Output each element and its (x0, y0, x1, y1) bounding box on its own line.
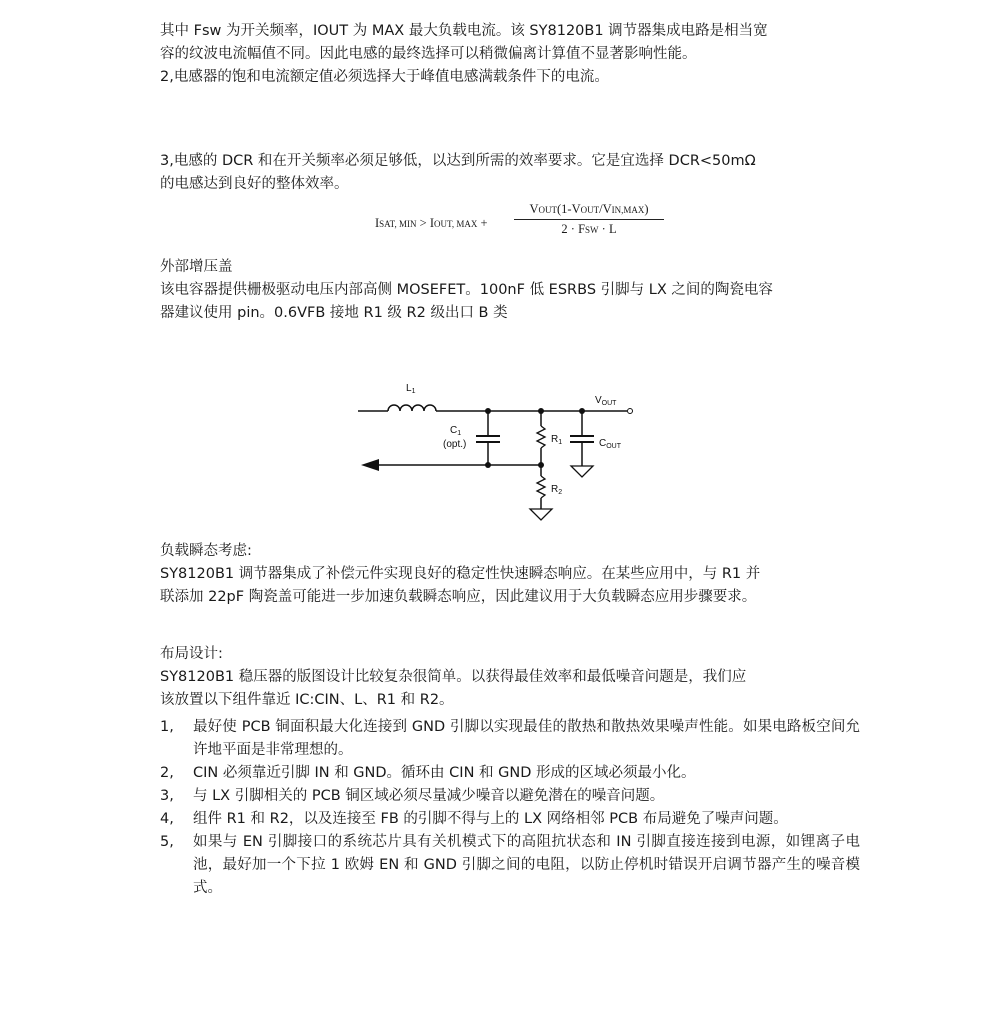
list-number: 1, (160, 719, 174, 735)
list-text: 与 LX 引脚相关的 PCB 铜区域必须尽量减少噪音以避免潜在的噪音问题。 (193, 788, 665, 804)
list-number: 4, (160, 811, 174, 827)
r1-resistor-symbol (537, 426, 545, 448)
section-heading: 外部增压盖 (160, 259, 233, 275)
ground-icon (530, 509, 552, 520)
list-number: 2, (160, 765, 174, 781)
text-line: 的电感达到良好的整体效率。 (160, 176, 349, 192)
list-item (160, 762, 860, 785)
label-cout: $C_{OUT}$ (599, 438, 622, 450)
return-arrow-icon (361, 459, 379, 471)
list-number: 3, (160, 788, 174, 804)
list-text: 如果与 EN 引脚接口的系统芯片具有关机模式下的高阻抗状态和 IN 引脚直接连接到电源，如锂离子电池，最好加一个下拉 1 欧姆 EN 和 GND 引脚之间的电阻，以防止停机时错误开启调节器产生的噪音模式。 (193, 834, 860, 896)
saturation-current-formula (375, 202, 665, 242)
output-terminal (628, 409, 633, 414)
dcr-paragraph (160, 150, 860, 196)
r2-resistor-symbol (537, 476, 545, 498)
load-transient-section (160, 540, 860, 609)
text-line: 其中 Fsw 为开关频率，IOUT 为 MAX 最大负载电流。该 SY8120B1 调节器集成电路是相当宽 (160, 23, 768, 39)
label-vout: $V_{OUT}$ (595, 395, 617, 407)
formula-denominator: 2 · FSW · L (561, 222, 617, 236)
text-line: 该电容器提供栅极驱动电压内部高侧 MOSEFET。100nF 低 ESRBS 引脚与 LX 之间的陶瓷电容 (160, 282, 773, 298)
text-line: 3,电感的 DCR 和在开关频率必须足够低，以达到所需的效率要求。它是宜选择 DCR<50mΩ (160, 153, 756, 169)
label-c1: $C_1$ (450, 425, 462, 437)
list-item (160, 831, 860, 900)
layout-guidelines-list (160, 716, 860, 900)
intro-paragraph (160, 20, 860, 89)
label-c1-opt: (opt.) (443, 439, 467, 450)
list-text: CIN 必须靠近引脚 IN 和 GND。循环由 CIN 和 GND 形成的区域必须最小化。 (193, 765, 696, 781)
section-heading: 负载瞬态考虑: (160, 543, 252, 559)
output-filter-schematic (355, 378, 645, 526)
list-item (160, 785, 860, 808)
text-line: 容的纹波电流幅值不同。因此电感的最终选择可以稍微偏离计算值不显著影响性能。 (160, 46, 697, 62)
label-r1: $R_1$ (551, 434, 563, 446)
formula-lhs: ISAT, MIN > IOUT, MAX + (375, 216, 488, 230)
list-item (160, 716, 860, 762)
list-item (160, 808, 860, 831)
fraction-bar (514, 219, 664, 220)
text-line: 器建议使用 pin。0.6VFB 接地 R1 级 R2 级出口 B 类 (160, 305, 508, 321)
label-r2: $R_2$ (551, 484, 563, 496)
text-line: 联添加 22pF 陶瓷盖可能进一步加速负载瞬态响应，因此建议用于大负载瞬态应用步骤要求。 (160, 589, 757, 605)
section-heading: 布局设计: (160, 646, 223, 662)
boost-section (160, 256, 860, 325)
list-number: 5, (160, 834, 174, 850)
formula-fraction (514, 202, 664, 237)
text-line: 2,电感器的饱和电流额定值必须选择大于峰值电感满载条件下的电流。 (160, 69, 609, 85)
layout-design-section (160, 643, 860, 712)
list-text: 组件 R1 和 R2，以及连接至 FB 的引脚不得与上的 LX 网络相邻 PCB 布局避免了噪声问题。 (193, 811, 788, 827)
text-line: SY8120B1 调节器集成了补偿元件实现良好的稳定性快速瞬态响应。在某些应用中，与 R1 并 (160, 566, 761, 582)
list-text: 最好使 PCB 铜面积最大化连接到 GND 引脚以实现最佳的散热和散热效果噪声性能。如果电路板空间允许地平面是非常理想的。 (193, 719, 860, 758)
formula-numerator: VOUT(1-VOUT/VIN,MAX) (529, 202, 649, 216)
ground-icon (571, 466, 593, 477)
text-line: SY8120B1 稳压器的版图设计比较复杂很简单。以获得最佳效率和最低噪音问题是，我们应 (160, 669, 747, 685)
inductor-symbol (388, 405, 436, 411)
text-line: 该放置以下组件靠近 IC:CIN、L、R1 和 R2。 (160, 692, 454, 708)
label-l1: $L_1$ (406, 383, 416, 395)
